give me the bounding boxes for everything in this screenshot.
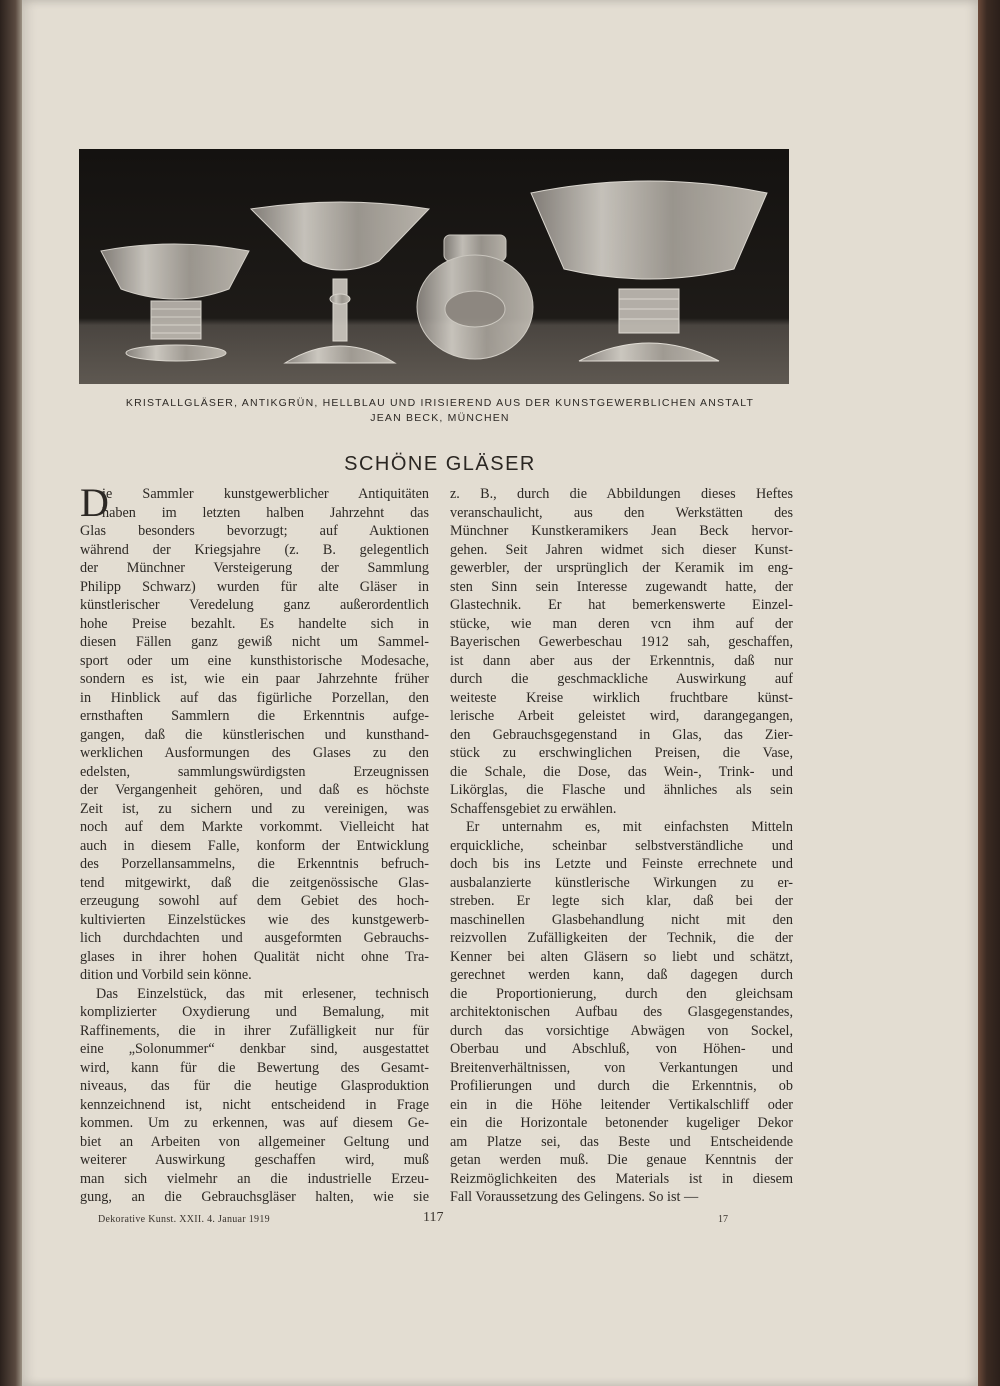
text-line: Fall Voraussetzung des Gelingens. So ist — [450,1189,699,1205]
text-line: ernsthaften Sammlern die Erkenntnis aufge- [80,708,429,724]
text-line: erquickliche, scheinbar selbstverständliche und [450,837,793,854]
text-line: lich durchdachten und ausgeformten Gebrauchs- [80,930,429,946]
text-line: eine „Solonummer“ denkbar sind, ausgestattet [80,1041,429,1057]
text-line: noch auf dem Markte vorkommt. Vielleicht hat [80,819,429,835]
left-text-column [80,480,429,1207]
caption-line-2: JEAN BECK, MÜNCHEN [370,412,510,424]
text-line: die Proportionierung, durch den gleichsam [450,985,793,1002]
text-line: Glastechnik. Er hat bemerkenswerte Einzel- [450,597,793,613]
text-line: der Münchner Versteigerung der Sammlung [80,560,429,576]
text-line: durch das vorsichtige Abwägen von Sockel, [450,1022,793,1039]
text-line: weiteste Kreise wirklich fruchtbare künst- [450,689,793,706]
text-line: veranschaulicht, aus den Werkstätten des [450,504,793,521]
text-line: sondern es ist, wie ein paar Jahrzehnte früher [80,671,429,687]
figure-caption [60,396,820,426]
text-line: ausbalanzierte künstlerische Wirkungen zu er- [450,874,793,891]
text-line: am Platze sei, das Beste und Entscheidende [450,1133,793,1150]
text-line: niveaus, das für die heutige Glasproduktion [80,1078,429,1094]
crystal-glasses-image [79,149,789,384]
text-line: weiterer Auswirkung geschaffen wird, muß [80,1152,429,1168]
text-line: auch in diesem Falle, konform der Entwicklung [80,837,429,854]
text-line: kennzeichnend ist, nicht entscheidend in Frage [80,1096,429,1113]
text-line: Bayerischen Gewerbeschau 1912 sah, geschaffen, [450,634,793,650]
text-line: architektonischen Aufbau des Glasgegenstandes, [450,1004,793,1020]
text-line: erzeugung sowohl auf dem Gebiet des hoch- [80,893,429,909]
text-line: ie Sammler kunstgewerblicher Antiquitäten [102,486,429,502]
text-line: Kenner bei alten Gläsern so liebt und schätzt, [450,948,793,965]
text-line: Breitenverhältnissen, von Verkantungen und [450,1059,793,1076]
text-line: streben. Er legte sich klar, daß bei der [450,893,793,909]
text-line: lerische Arbeit geleistet wird, darangegangen, [450,708,793,724]
printer-signature: 17 [718,1214,728,1225]
text-line: künstlerischer Veredelung ganz außerordentlich [80,597,429,613]
text-line: gewerbler, der ursprünglich der Keramik im eng- [450,560,793,576]
text-line: getan werden muß. Die genaue Kenntnis der [450,1152,793,1168]
text-line: werklichen Ausformungen des Glases zu den [80,745,429,761]
text-line: Er unternahm es, mit einfachsten Mitteln [466,819,793,835]
text-line: reizvollen Zufälligkeiten der Technik, die der [450,930,793,946]
article-title: SCHÖNE GLÄSER [344,453,536,475]
page-number: 117 [423,1210,444,1225]
text-line: Profilierungen und durch die Erkenntnis, ob [450,1078,793,1094]
text-line: Das Einzelstück, das mit erlesener, technisch [96,985,429,1002]
text-line: Reizmöglichkeiten des Materials ist in diesem [450,1170,793,1187]
text-line: den Gebrauchsgegenstand in Glas, das Zier- [450,726,793,743]
right-text-column [450,485,793,1207]
text-line: Likörglas, die Flasche und ähnliches als sein [450,782,793,798]
caption-line-1: KRISTALLGLÄSER, ANTIKGRÜN, HELLBLAU UND IRISIEREND AUS DER KUNSTGEWERBLICHEN ANSTALT [125,397,755,409]
text-line: Raffinements, die in ihrer Zufälligkeit nur für [80,1022,429,1039]
text-line: Oberbau und Abschluß, von Höhen- und [450,1041,793,1057]
text-line: des Porzellansammelns, die Erkenntnis befruch- [80,856,429,872]
text-line: kommen. Um zu erkennen, was auf diesem Ge- [80,1115,429,1131]
text-line: ein die Horizontale betonender kugeliger Dekor [450,1115,793,1131]
glassware-photograph [79,149,789,384]
text-line: Schaffensgebiet zu erwählen. [450,800,617,817]
text-line: durch die geschmackliche Auswirkung auf [450,671,793,687]
text-line: gangen, daß die künstlerischen und kunsthand- [80,726,429,743]
text-line: tend mitgewirkt, daß die zeitgenössische Glas- [80,874,429,891]
text-line: man sich vielmehr an die industrielle Erzeu- [80,1170,429,1187]
text-line: doch bis ins Letzte und Feinste errechnete und [450,856,793,872]
text-line: sport oder um eine kunsthistorische Modesache, [80,652,429,669]
text-line: ein in die Höhe leitender Vertikalschliff oder [450,1096,793,1113]
text-line: gehen. Seit Jahren widmet sich dieser Kunst- [450,541,793,558]
text-line: sten Sinn sein Interesse zugewandt hatte, der [450,578,793,595]
text-line: Zeit ist, zu sichern und zu vereinigen, was [80,800,429,817]
text-line: in Hinblick auf das figürliche Porzellan, den [80,689,429,706]
text-line: Glas besonders bevorzugt; auf Auktionen [80,523,429,539]
text-line: kultivierten Einzelstückes wie des kunstgewerb- [80,911,429,928]
drop-cap: D [80,480,109,525]
text-line: die Schale, die Dose, das Wein-, Trink- und [450,763,793,780]
text-line: der Vergangenheit gehören, und daß es höchste [80,782,429,798]
text-line: wird, kann für die Bewertung des Gesamt- [80,1059,429,1076]
text-line: gerechnet werden kann, daß dagegen durch [450,967,793,983]
text-line: während der Kriegsjahre (z. B. gelegentlich [80,541,429,558]
book-binding-left [0,0,22,1386]
text-line: hohe Preise bezahlt. Es handelte sich in [80,615,429,632]
text-line: komplizierter Oxydierung und Bemalung, mit [80,1004,429,1020]
journal-reference: Dekorative Kunst. XXII. 4. Januar 1919 [98,1214,270,1225]
text-line: ist dann aber aus der Erkenntnis, daß nur [450,652,793,669]
text-line: edelsten, sammlungswürdigsten Erzeugnissen [80,763,429,780]
text-line: z. B., durch die Abbildungen dieses Heftes [450,486,793,502]
text-line: gung, an die Gebrauchsgläser halten, wie sie [80,1189,429,1205]
text-line: Münchner Kunstkeramikers Jean Beck hervor- [450,523,793,539]
book-binding-right [978,0,1000,1386]
text-line: stück zu erschwinglichen Preisen, die Vase, [450,745,793,761]
text-line: glases in ihrer hohen Qualität nicht ohne Tra- [80,948,429,965]
text-line: haben im letzten halben Jahrzehnt das [102,504,429,521]
text-line: stücke, wie man deren vcn ihm auf der [450,615,793,632]
text-line: biet an Arbeiten von allgemeiner Geltung und [80,1133,429,1150]
text-line: maschinellen Glasbehandlung nicht mit den [450,911,793,928]
text-line: dition und Vorbild sein könne. [80,967,252,983]
text-line: diesen Fällen ganz gewiß nicht um Sammel- [80,634,429,650]
text-line: Philipp Schwarz) wurden für alte Gläser in [80,578,429,595]
